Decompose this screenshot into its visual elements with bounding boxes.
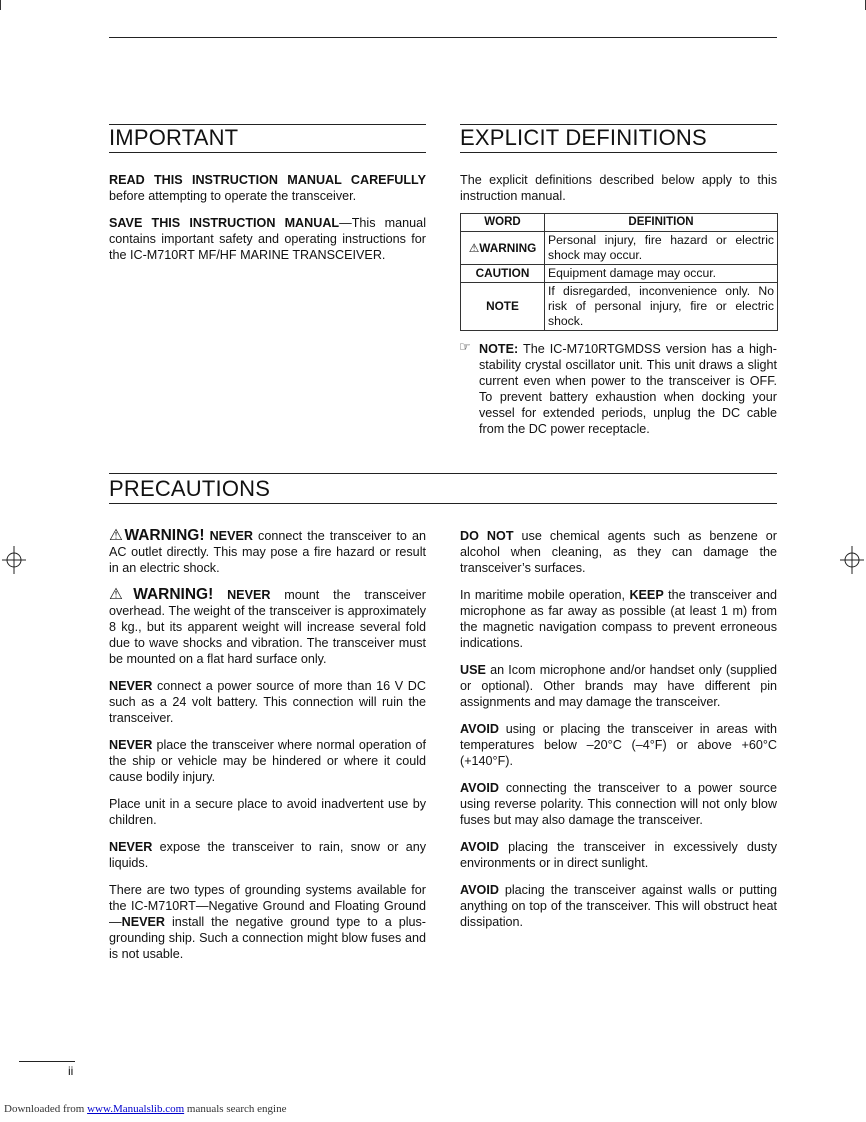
read-manual-bold: READ THIS INSTRUCTION MANUAL CAREFULLY xyxy=(109,173,426,187)
definitions-intro: The explicit definitions described below apply to this instruction manual. xyxy=(460,173,777,203)
precautions-rule-bottom xyxy=(109,503,777,504)
precaution-bold: AVOID xyxy=(460,840,499,854)
precaution-text: install the negative ground type to a plus-grounding ship. Such a connection might blow fuses and is not usable. xyxy=(109,915,426,961)
precaution-text: the transceiver and microphone as far away as possible (at least 1 m) from the magnetic navigation compass to prevent erroneous indications. xyxy=(460,588,778,650)
warning-label: ⚠WARNING! xyxy=(109,586,214,603)
precaution-text: In maritime mobile operation, xyxy=(460,588,630,602)
precaution-bold: AVOID xyxy=(460,883,499,897)
precaution-item xyxy=(460,587,777,651)
download-suffix: manuals search engine xyxy=(184,1103,287,1115)
registration-mark-right xyxy=(840,546,864,574)
precaution-item xyxy=(460,882,777,930)
precautions-heading: PRECAUTIONS xyxy=(109,476,271,501)
registration-mark-left xyxy=(2,546,26,574)
important-rule-bottom xyxy=(109,152,426,153)
precaution-item xyxy=(109,678,426,726)
warning-label: ⚠WARNING! xyxy=(109,527,205,544)
precaution-item xyxy=(109,839,426,871)
page-number-rule xyxy=(19,1061,75,1062)
precaution-item xyxy=(460,528,777,576)
precaution-text: mount the transceiver overhead. The weight of the transceiver is approximately 8 kg., but its apparent weight will increase several fold due to wave shocks and vibration. The transceiver must be mounted on a flat hard surface only. xyxy=(109,588,427,666)
definitions-table xyxy=(460,213,778,331)
table-row xyxy=(461,265,778,283)
precaution-text: There are two types of grounding systems available for the IC-M710RT—Negative Ground and Floating Ground— xyxy=(109,883,426,929)
table-cell-word: CAUTION xyxy=(461,265,545,283)
precaution-item xyxy=(109,737,426,785)
precaution-item xyxy=(109,882,426,962)
precaution-bold: NEVER xyxy=(204,529,253,543)
precaution-bold: AVOID xyxy=(460,781,499,795)
precaution-text: using or placing the transceiver in areas with temperatures below –20°C (–4°F) or above +60°C (+140°F). xyxy=(460,722,777,768)
top-rule xyxy=(109,37,777,38)
precaution-text: connecting the transceiver to a power source using reverse polarity. This connection will not only blow fuses but may also damage the transceiver. xyxy=(460,781,777,827)
precautions-rule-top xyxy=(109,473,777,474)
precaution-text: an Icom microphone and/or handset only (supplied or optional). Other brands may have different pin assignments and may damage the transceiver. xyxy=(460,663,777,709)
precaution-bold: DO NOT xyxy=(460,529,514,543)
table-row xyxy=(461,232,778,265)
note-pointer-icon: ☞ xyxy=(459,340,471,355)
precaution-bold: NEVER xyxy=(109,738,153,752)
precaution-item xyxy=(109,528,426,576)
page-number: ii xyxy=(68,1064,74,1078)
table-cell-definition: Equipment damage may occur. xyxy=(545,265,778,283)
read-manual-text: before attempting to operate the transceiver. xyxy=(109,189,357,203)
manualslib-link[interactable]: www.Manualslib.com xyxy=(87,1103,185,1115)
precaution-text: use chemical agents such as benzene or alcohol when cleaning, as they can damage the transceiver’s surfaces. xyxy=(460,529,777,575)
note-label: NOTE: xyxy=(479,342,519,356)
precaution-item xyxy=(109,796,426,828)
table-header-definition: DEFINITION xyxy=(545,214,778,232)
precautions-left-column xyxy=(109,528,426,973)
precaution-text: Place unit in a secure place to avoid inadvertent use by children. xyxy=(109,797,426,827)
precaution-bold: USE xyxy=(460,663,486,677)
precaution-text: placing the transceiver against walls or putting anything on top of the transceiver. This will obstruct heat dissipation. xyxy=(460,883,777,929)
table-cell-definition: If disregarded, inconvenience only. No risk of personal injury, fire or electric shock. xyxy=(545,283,778,331)
save-manual-text: —This manual contains important safety and operating instructions for the IC-M710RT MF/HF MARINE TRANSCEIVER. xyxy=(109,216,426,262)
precaution-text: placing the transceiver in excessively dusty environments or in direct sunlight. xyxy=(460,840,777,870)
table-cell-word: ⚠WARNING xyxy=(461,232,545,265)
precaution-bold: NEVER xyxy=(109,840,153,854)
crop-mark-top-left xyxy=(0,0,1,10)
table-row xyxy=(461,283,778,331)
definitions-heading: EXPLICIT DEFINITIONS xyxy=(460,125,707,150)
precaution-bold: AVOID xyxy=(460,722,499,736)
precaution-item xyxy=(460,780,777,828)
precaution-item xyxy=(460,839,777,871)
important-para-read xyxy=(109,172,426,204)
table-cell-word: NOTE xyxy=(461,283,545,331)
download-prefix: Downloaded from xyxy=(4,1103,88,1115)
important-para-save xyxy=(109,215,426,263)
precaution-item xyxy=(460,662,777,710)
precaution-item xyxy=(460,721,777,769)
save-manual-bold: SAVE THIS INSTRUCTION MANUAL xyxy=(109,216,340,230)
precaution-bold: KEEP xyxy=(629,588,664,602)
important-body xyxy=(109,172,426,274)
precaution-bold: NEVER xyxy=(109,679,153,693)
important-heading: IMPORTANT xyxy=(109,125,239,150)
precaution-bold: NEVER xyxy=(121,915,165,929)
table-cell-definition: Personal injury, fire hazard or electric shock may occur. xyxy=(545,232,778,265)
note-text: The IC-M710RTGMDSS version has a high-stability crystal oscillator unit. This unit draws a slight current even when power to the transceiver is OFF. To prevent battery exhaustion when docking your vessel for extended periods, unplug the DC cable from the DC power receptacle. xyxy=(479,342,777,436)
download-footer xyxy=(4,1103,286,1115)
precaution-text: place the transceiver where normal operation of the ship or vehicle may be hindered or where it could cause bodily injury. xyxy=(109,738,426,784)
gmdss-note xyxy=(479,341,777,437)
precaution-item xyxy=(109,587,426,667)
definitions-table-wrap xyxy=(460,213,778,331)
table-header-row xyxy=(461,214,778,232)
precaution-bold: NEVER xyxy=(213,588,271,602)
table-header-word: WORD xyxy=(461,214,545,232)
precautions-right-column xyxy=(460,528,777,941)
definitions-rule-bottom xyxy=(460,152,777,153)
precaution-text: connect a power source of more than 16 V DC such as a 24 volt battery. This connection will ruin the transceiver. xyxy=(109,679,426,725)
precaution-text: connect the transceiver to an AC outlet directly. This may pose a fire hazard or result in an electric shock. xyxy=(109,529,426,575)
precaution-text: expose the transceiver to rain, snow or any liquids. xyxy=(109,840,426,870)
